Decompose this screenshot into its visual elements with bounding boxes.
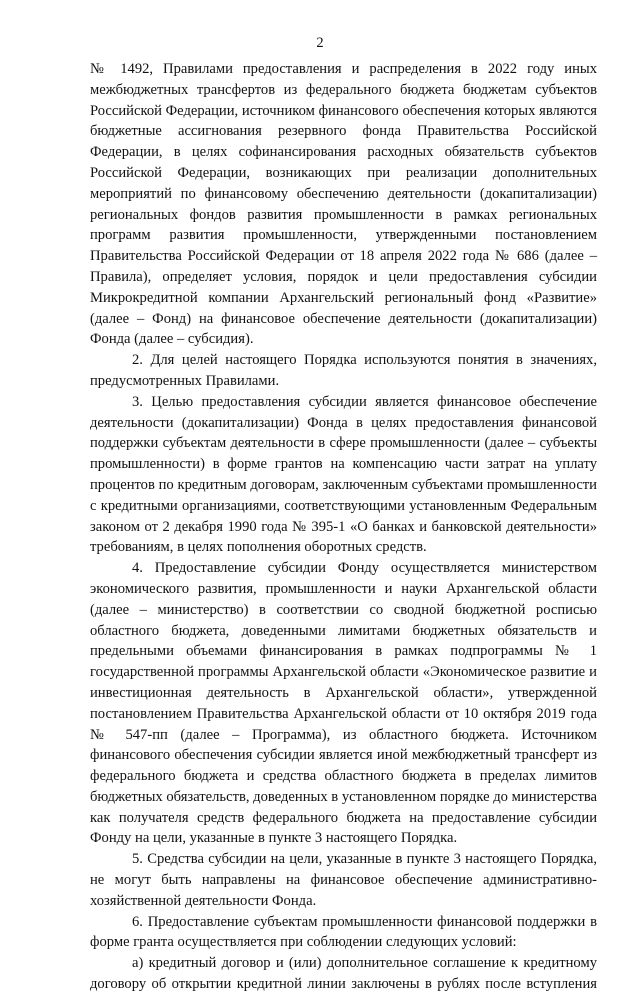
paragraph: № 1492, Правилами предоставления и распределения в 2022 году иных межбюджетных трансфертов из федерального бюджета бюджетам субъектов Российской Федерации, источником финансового обеспечения которых являются бюджетные ассигнования резервного фонда Правительства Российской Федерации, в целях софинансирования расходных обязательств субъектов Российской Федерации, возникающих при реализации дополнительных мероприятий по финансовому обеспечению деятельности (докапитализации) региональных фондов развития промышленности в рамках региональных программ развития промышленности, утвержденными постановлением Правительства Российской Федерации от 18 апреля 2022 года № 686 (далее – Правила), определяет условия, порядок и цели предоставления субсидии Микрокредитной компании Архангельский региональный фонд «Развитие» (далее – Фонд) на финансовое обеспечение деятельности (докапитализации) Фонда (далее – субсидия). [90,61,597,348]
paragraph: 4. Предоставление субсидии Фонду осуществляется министерством экономического развития, промышленности и науки Архангельской области (далее – министерство) в соответствии со сводной бюджетной росписью областного бюджета, доведенными лимитами бюджетных обязательств и предельными объемами финансирования в рамках подпрограммы № 1 государственной программы Архангельской области «Экономическое развитие и инвестиционная деятельность в Архангельской области», утвержденной постановлением Правительства Архангельской области от 10 октября 2019 года № 547-пп (далее – Программа), из областного бюджета. Источником финансового обеспечения субсидии является иной межбюджетный трансферт из федерального бюджета и средства областного бюджета в пределах лимитов бюджетных обязательств, доведенных в установленном порядке до министерства как получателя средств федерального бюджета на предоставление субсидии Фонду на цели, указанные в пункте 3 настоящего Порядка. [90,560,597,847]
paragraph: 3. Целью предоставления субсидии является финансовое обеспечение деятельности (докапитализации) Фонда в целях предоставления финансовой поддержки субъектам деятельности в сфере промышленности (далее – субъекты промышленности) в форме грантов на компенсацию части затрат на уплату процентов по кредитным договорам, заключенным субъектами промышленности с кредитными организациями, соответствующими установленным Федеральным законом от 2 декабря 1990 года № 395-1 «О банках и банковской деятельности» требованиям, в целях пополнения оборотных средств. [90,393,597,556]
paragraph: 2. Для целей настоящего Порядка используются понятия в значениях, предусмотренных Правилами. [90,352,597,389]
page-number: 2 [316,35,324,51]
paragraph: 5. Средства субсидии на цели, указанные в пункте 3 настоящего Порядка, не могут быть направлены на финансовое обеспечение административно-хозяйственной деятельности Фонда. [90,851,597,909]
document-body [90,59,597,995]
paragraph: 6. Предоставление субъектам промышленности финансовой поддержки в форме гранта осуществляется при соблюдении следующих условий: [90,913,597,951]
paragraph: а) кредитный договор и (или) дополнительное соглашение к кредитному договору об открытии кредитной линии заключены в рублях после вступления [90,955,597,993]
